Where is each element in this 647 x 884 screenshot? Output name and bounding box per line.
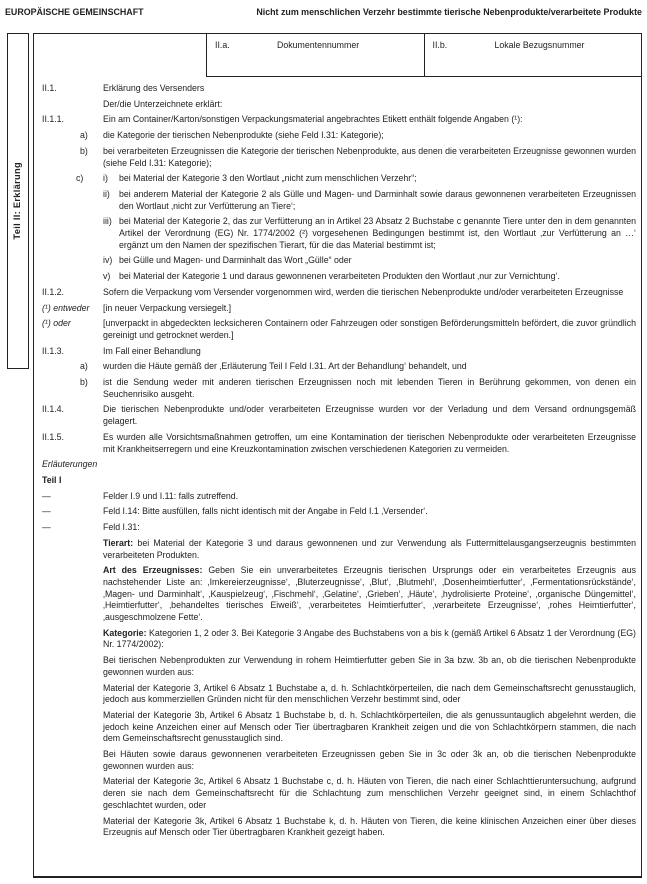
item-text: ist die Sendung weder mit anderen tierischen Erzeugnissen noch mit lebenden Tieren in Berührung gekommen, von denen ein Seuchenrisiko ausgeht. — [103, 377, 636, 399]
clause-number — [42, 99, 103, 111]
item-text: bei Material der Kategorie 2, das zur Verfütterung an in Artikel 23 Absatz 2 Buchstabe c genannte Tiere unter den in dem genannten Artikel der Verordnung (EG) Nr. 1774/2002 (²) vorgesehenen Bedingungen bestimmt ist, den Wortlaut ‚zur Verfütterung an …‘ ergänzt um den Namen der spezifischen Tierart, für die das Material bestimmt ist; — [119, 216, 636, 250]
note-text: Felder I.9 und I.11: falls zutreffend. — [103, 490, 239, 501]
note-rest: bei Material der Kategorie 3 und daraus gewonnenen und zur Verwendung als Futtermittelausgangserzeugnis bestimmten verarbeiteten Produkten. — [103, 537, 636, 560]
page-header — [0, 0, 647, 19]
field-label-local-reference: Lokale Bezugsnummer — [494, 40, 585, 50]
community-name: EUROPÄISCHE GEMEINSCHAFT — [5, 7, 144, 17]
clause-II.1.1 — [42, 114, 636, 126]
notes-heading-text: Erläuterungen — [42, 459, 98, 470]
clause-number: II.1.2. — [42, 286, 65, 297]
clause-II.1.3-a — [80, 361, 636, 373]
part2-side-label: Teil II: Erklärung — [12, 162, 23, 240]
note-paragraph-material-3a: Material der Kategorie 3, Artikel 6 Absatz 1 Buchstabe a, d. h. Schlachtkörperteilen, die nach dem Gemeinschaftsrecht genusstauglich, jedoch aus kommerziellen Gründen nicht für den menschlichen Verzehr bestimmt sind, oder — [103, 682, 636, 705]
note-dash-item-3 — [42, 522, 636, 534]
item-text: die Kategorie der tierischen Nebenprodukte (siehe Feld I.31: Kategorie); — [103, 130, 384, 141]
clause-text: Erklärung des Versenders — [103, 83, 205, 93]
field-code-IIb: II.b. — [432, 40, 448, 50]
clause-II.1.1-c-ii — [103, 189, 636, 212]
item-text: bei Material der Kategorie 3 den Wortlaut „nicht zum menschlichen Verzehr“; — [119, 173, 417, 184]
option-oder — [42, 318, 636, 341]
clause-number: II.1.1. — [42, 114, 65, 125]
option-entweder — [42, 303, 636, 315]
clause-text: Im Fall einer Behandlung — [103, 345, 201, 356]
note-dash-item-2 — [42, 506, 636, 518]
note-dash-item-1 — [42, 491, 636, 503]
clause-number: II.1.3. — [42, 345, 65, 356]
note-rest: Kategorien 1, 2 oder 3. Bei Kategorie 3 Angabe des Buchstabens von a bis k (gemäß Artikel 6 Absatz 1 der Verordnung (EG) Nr. 1774/2002): — [103, 627, 636, 650]
option-text: [in neuer Verpackung versiegelt.] — [103, 302, 232, 313]
clause-II.1.3-b — [80, 377, 636, 400]
notes-heading — [42, 459, 636, 471]
clause-II.1.1-c-i — [76, 173, 636, 185]
clause-II.1.4 — [42, 404, 636, 427]
clause-II.1.5 — [42, 432, 636, 455]
item-text: bei anderem Material der Kategorie 2 als Gülle und Magen- und Darminhalt sowie daraus gewonnenen verarbeiteten Erzeugnissen den Wortlaut ‚nicht zur Verfütterung an Tiere‘; — [119, 188, 636, 211]
document-number-field — [206, 34, 424, 77]
declaration-content — [34, 77, 641, 839]
clause-text: Sofern die Verpackung vom Versender vorgenommen wird, werden die tierischen Nebenprodukte und/oder verarbeiteten Erzeugnisse — [103, 286, 624, 297]
clause-II.1.2 — [42, 287, 636, 299]
page-title: Nicht zum menschlichen Verzehr bestimmte tierische Nebenprodukte/verarbeitete Produkte — [256, 7, 642, 17]
note-paragraph-hides: Bei Häuten sowie daraus gewonnenen verarbeiteten Erzeugnissen geben Sie in 3c oder 3k an, ob die tierischen Nebenprodukte gewonnen wurden aus: — [103, 749, 636, 771]
note-paragraph-material-3c: Material der Kategorie 3c, Artikel 6 Absatz 1 Buchstabe c, d. h. Häuten von Tieren, die nach einer Schlachttieruntersuchung, aufgrund deren sie nach dem Gemeinschaftsrecht für die Schlachtung zum menschlichen Verzehr geeignet sind, in einem Schlachthof geschlachtet wurden, oder — [103, 776, 636, 810]
clause-II.1.1-c-iv — [103, 255, 636, 267]
declaration-box — [33, 33, 642, 878]
item-label: a) — [80, 130, 88, 141]
note-paragraph-raw-petfood: Bei tierischen Nebenprodukten zur Verwendung in rohem Heimtierfutter geben Sie in 3a bzw. 3b an, ob die tierischen Nebenprodukte gewonnen wurden aus: — [103, 655, 636, 677]
roman-label: i) — [103, 173, 108, 184]
option-label: (¹) entweder — [42, 302, 90, 313]
clause-text: Die tierischen Nebenprodukte und/oder verarbeiteten Erzeugnisse wurden vor der Verladung und dem Versand ordnungsgemäß gelagert. — [103, 404, 636, 427]
roman-label: v) — [103, 271, 111, 282]
option-label: (¹) oder — [42, 318, 71, 329]
dash-bullet: — — [42, 490, 51, 501]
notes-part1-text: Teil I — [42, 474, 62, 485]
note-text: Feld I.31: — [103, 522, 140, 533]
field-code-IIa: II.a. — [215, 40, 230, 50]
clause-II.1.1-b — [80, 146, 636, 169]
clause-text: Der/die Unterzeichnete erklärt: — [103, 98, 223, 109]
item-text: bei verarbeiteten Erzeugnissen die Kategorie der tierischen Nebenprodukte, aus denen die verarbeiteten Erzeugnisse gewonnen wurden (siehe Feld I.31: Kategorie); — [103, 145, 636, 168]
clause-II.1.3 — [42, 346, 636, 358]
note-tierart — [103, 538, 636, 561]
notes-part1-heading — [42, 475, 636, 487]
reference-spacer — [34, 34, 206, 77]
field-label-document-number: Dokumentennummer — [277, 40, 360, 50]
item-label: b) — [80, 145, 88, 156]
clause-II.1.1-c-v — [103, 271, 636, 283]
clause-number: II.1. — [42, 83, 57, 93]
dash-bullet: — — [42, 506, 51, 517]
item-label: a) — [80, 361, 88, 372]
option-text: [unverpackt in abgedeckten lecksicheren Containern oder Fahrzeugen oder sonstigen Beförderungsmitteln befördert, die zuvor gründlich gereinigt und getrocknet werden.] — [103, 318, 636, 340]
roman-label: iv) — [103, 255, 113, 266]
note-lead: Tierart: — [103, 537, 134, 548]
item-label: b) — [80, 377, 88, 388]
item-text: bei Material der Kategorie 1 und daraus gewonnenen verarbeiteten Produkten den Wortlaut ‚nur zur Vernichtung‘. — [119, 271, 560, 282]
note-kategorie — [103, 628, 636, 651]
clause-number: II.1.4. — [42, 404, 65, 415]
roman-label: ii) — [103, 188, 110, 199]
note-lead: Art des Erzeugnisses: — [103, 565, 203, 576]
clause-II.1 — [42, 83, 636, 95]
note-paragraph-material-3k: Material der Kategorie 3k, Artikel 6 Absatz 1 Buchstabe k, d. h. Häuten von Tieren, die keine klinischen Anzeichen einer über dieses Erzeugnis auf Mensch oder Tier übertragbaren Krankheit gezeigt haben. — [103, 815, 636, 838]
part2-side-label-box — [7, 33, 29, 369]
local-reference-field — [424, 34, 642, 77]
reference-fields-row — [34, 34, 641, 77]
note-paragraph-material-3b: Material der Kategorie 3b, Artikel 6 Absatz 1 Buchstabe b, d. h. Schlachtkörperteilen, die als genussuntauglich abgelehnt werden, die jedoch keine Anzeichen einer auf Mensch oder Tier übertragbaren Krankheit zeigen und die von Schlachtkörpern stammen, die nach dem Gemeinschaftsrecht genusstauglich sind. — [103, 709, 636, 744]
note-lead: Kategorie: — [103, 627, 147, 638]
dash-bullet: — — [42, 522, 51, 533]
item-text: bei Gülle und Magen- und Darminhalt das Wort „Gülle“ oder — [119, 255, 352, 266]
note-art-des-erzeugnisses — [103, 565, 636, 624]
clause-text: Ein am Container/Karton/sonstigen Verpackungsmaterial angebrachtes Etikett enthält folgende Angaben (¹): — [103, 114, 523, 125]
note-rest: Geben Sie ein unverarbeitetes Erzeugnis tierischen Ursprungs oder ein verarbeitetes Erzeugnis aus nachstehender Liste an: ‚Imkereierzeugnisse‘, ‚Bluterzeugnisse‘, ‚Blut‘, ‚Blutmehl‘, ‚Dosenheimtierfutter‘, ‚Fermentationsrückstände‘, ‚Magen- und Darminhalt‘, ‚Kauspielzeug‘, ‚Fischmehl‘, ‚Gelatine‘, ‚Grieben‘, ‚Häute‘, ‚hydrolisierte Proteine‘, ‚organische Düngemittel‘, ‚Heimtierfutter‘, ‚behandeltes tierisches Eiweiß‘, ‚verarbeitetes Heimtierfutter‘, ‚verarbeitete Erzeugnisse‘, ‚rohes Heimtierfutter‘, ‚ausgeschmolzene Fette‘. — [103, 565, 636, 623]
note-text: Feld I.14: Bitte ausfüllen, falls nicht identisch mit der Angabe in Feld I.1 ‚Versender‘. — [103, 506, 428, 517]
item-text: wurden die Häute gemäß der ‚Erläuterung Teil I Feld I.31. Art der Behandlung‘ behandelt, und — [103, 361, 467, 372]
declaration-intro — [42, 99, 636, 111]
clause-number: II.1.5. — [42, 431, 65, 442]
clause-text: Es wurden alle Vorsichtsmaßnahmen getroffen, um eine Kontamination der tierischen Nebenprodukte oder verarbeiteten Erzeugnisse mit Krankheitserregern und eine Kreuzkontamination zwischen verschiedenen Kategorien zu vermeiden. — [103, 431, 636, 454]
clause-II.1.1-a — [80, 130, 636, 142]
clause-II.1.1-c-iii — [103, 216, 636, 251]
item-label: c) — [76, 173, 84, 184]
roman-label: iii) — [103, 216, 112, 227]
